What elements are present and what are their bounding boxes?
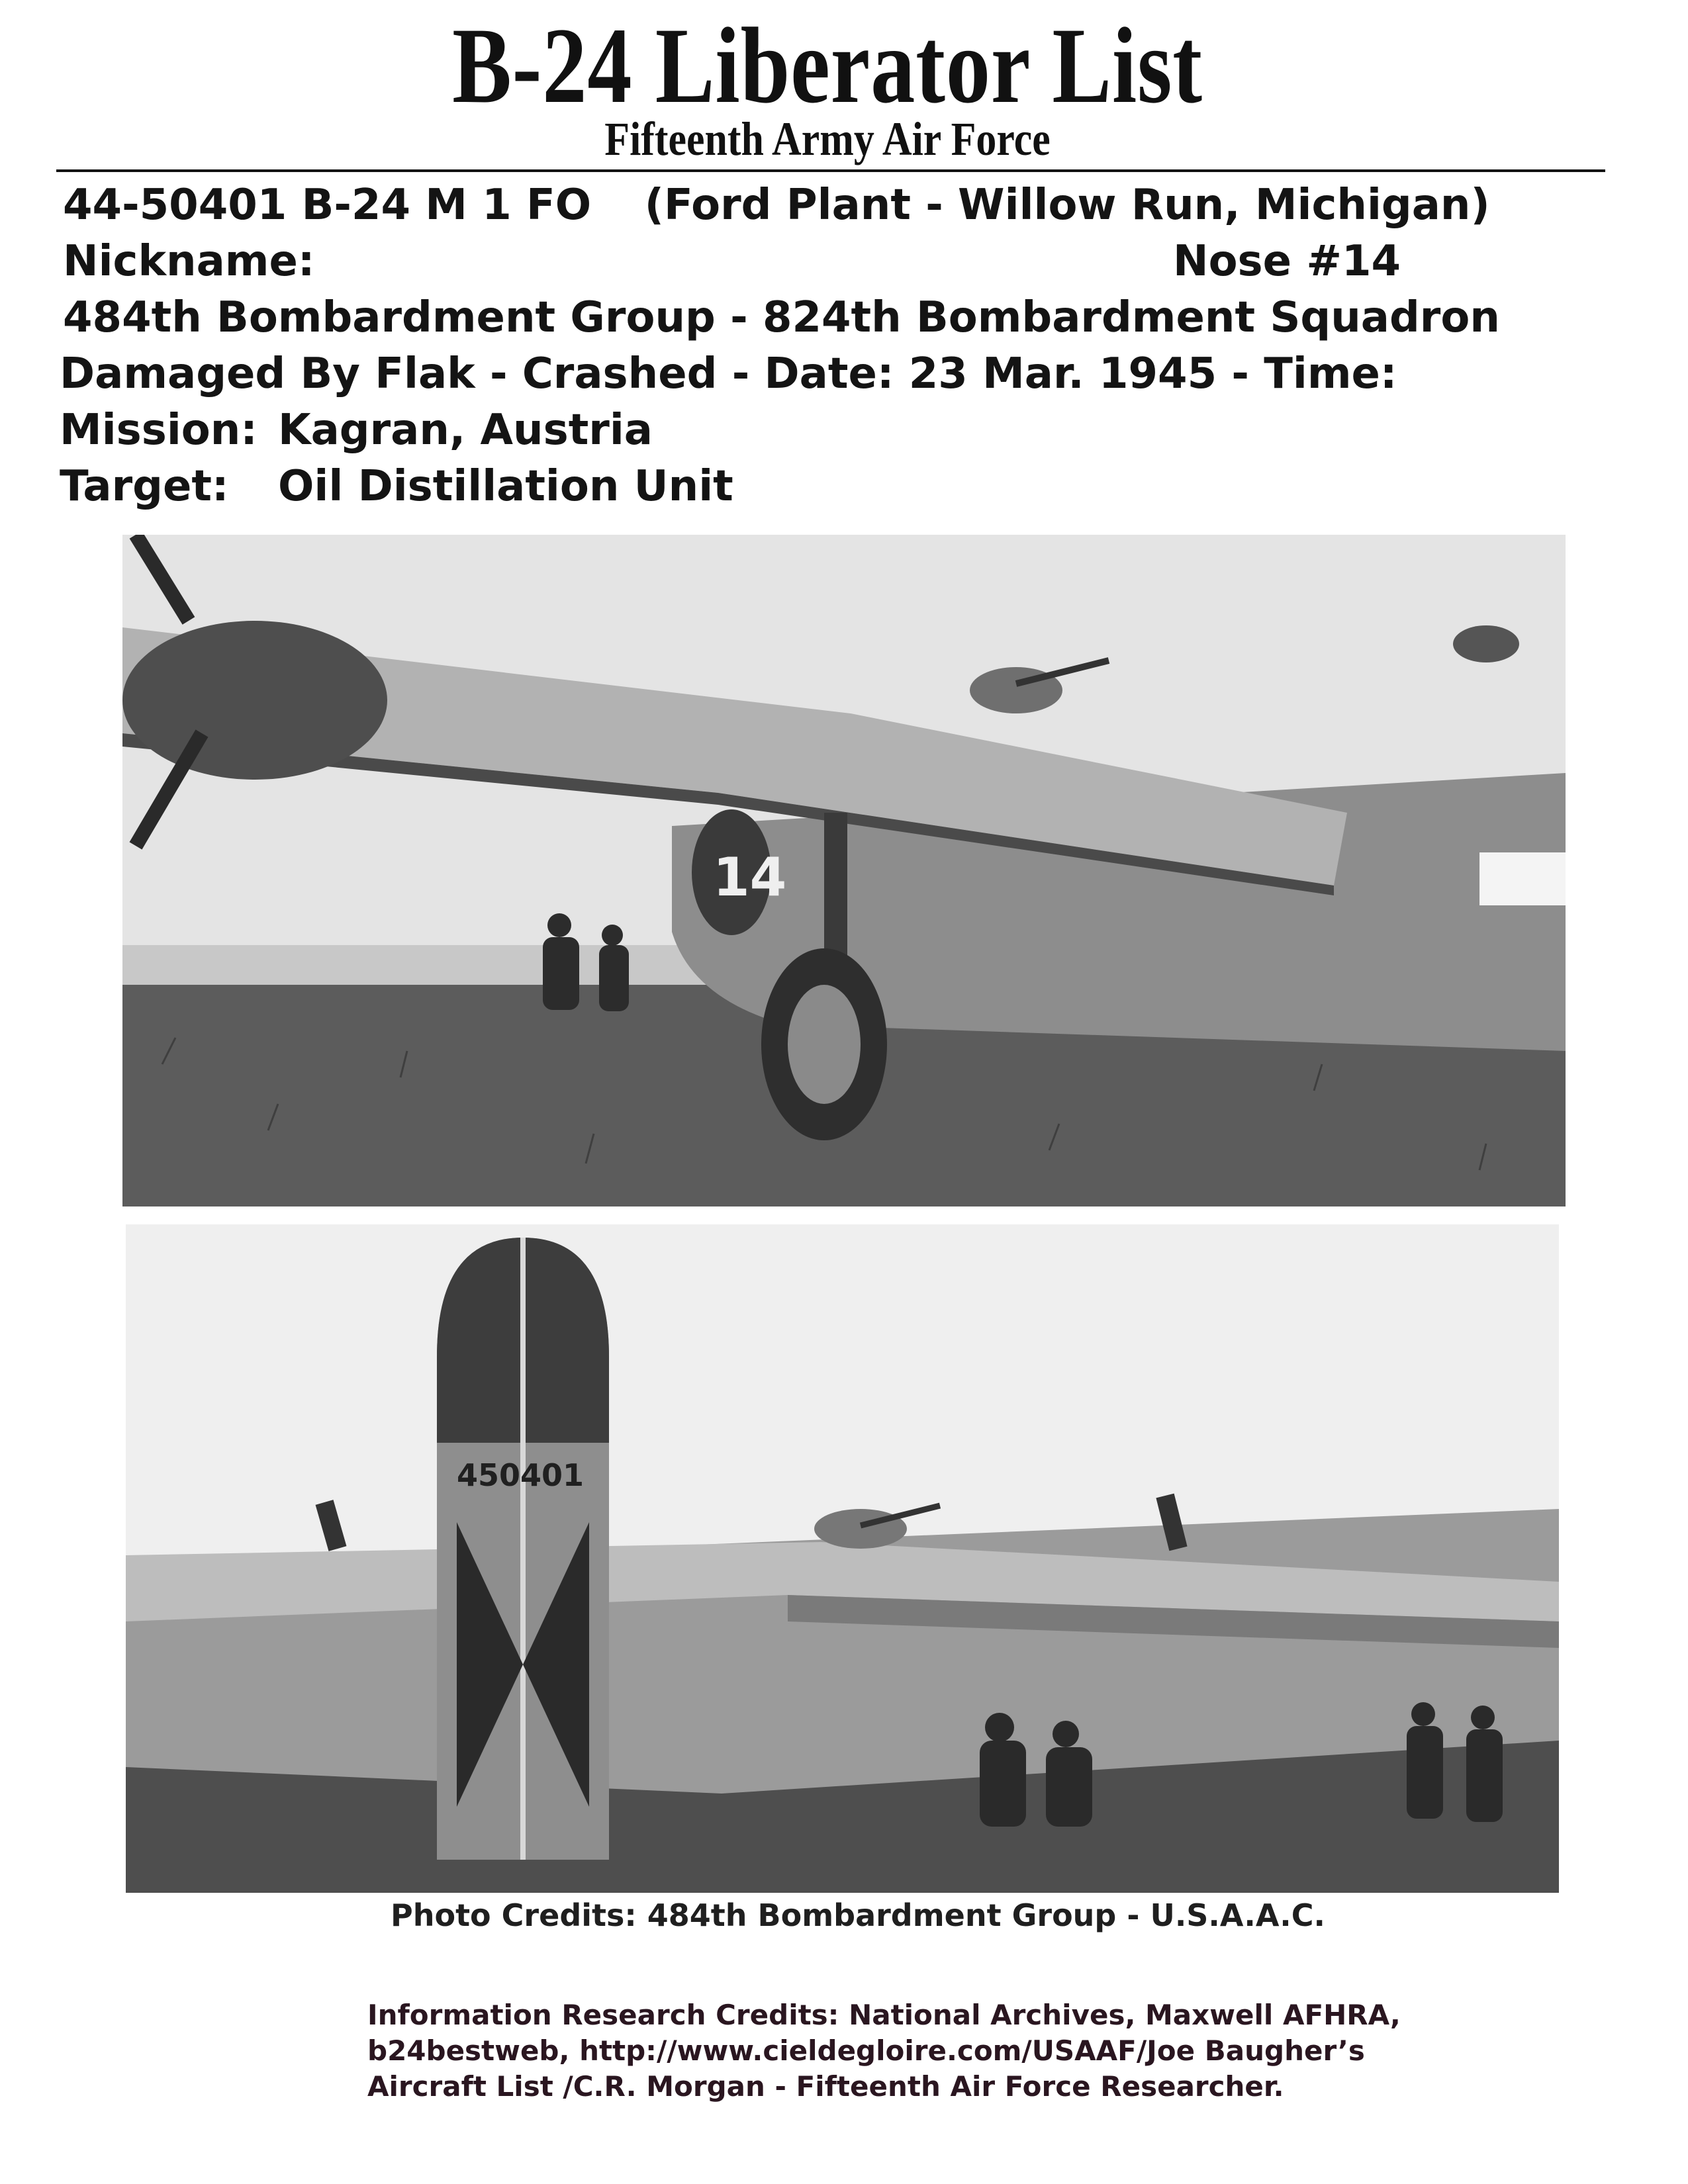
target-line [60, 460, 733, 513]
research-credits-line-3: Aircraft List /C.R. Morgan - Fifteenth Air Force Researcher. [367, 2070, 1284, 2103]
photo-tail-section [126, 1224, 1559, 1893]
nickname-label: Nickname: [63, 237, 315, 286]
mission-line [60, 404, 653, 457]
photo-credits: Photo Credits: 484th Bombardment Group - U.S.A.A.C. [391, 1897, 1325, 1933]
photo-wing-landing-gear [122, 535, 1566, 1206]
page-subtitle: Fifteenth Army Air Force [604, 113, 1051, 165]
unit-line: 484th Bombardment Group - 824th Bombardment Squadron [63, 293, 1500, 342]
fate-line: Damaged By Flak - Crashed - Date: 23 Mar. 1945 - Time: [60, 349, 1397, 398]
tail-number: 450401 [456, 1457, 585, 1493]
header-divider [56, 169, 1605, 172]
target-value: Oil Distillation Unit [278, 462, 733, 511]
serial-line [63, 179, 1490, 232]
target-label: Target: [60, 462, 229, 511]
research-credits-line-2: b24bestweb, http://www.cieldegloire.com/USAAF/Joe Baugher’s [367, 2034, 1365, 2067]
nose-number: Nose #14 [1173, 237, 1401, 286]
plant: (Ford Plant - Willow Run, Michigan) [644, 181, 1490, 230]
mission-label: Mission: [60, 406, 258, 455]
nose-marking: 14 [713, 846, 787, 908]
mission-value: Kagran, Austria [278, 406, 653, 455]
serial-model: 44-50401 B-24 M 1 FO [63, 181, 592, 230]
page-title: B-24 Liberator List [452, 6, 1203, 126]
research-credits-line-1: Information Research Credits: National Archives, Maxwell AFHRA, [367, 1999, 1401, 2031]
